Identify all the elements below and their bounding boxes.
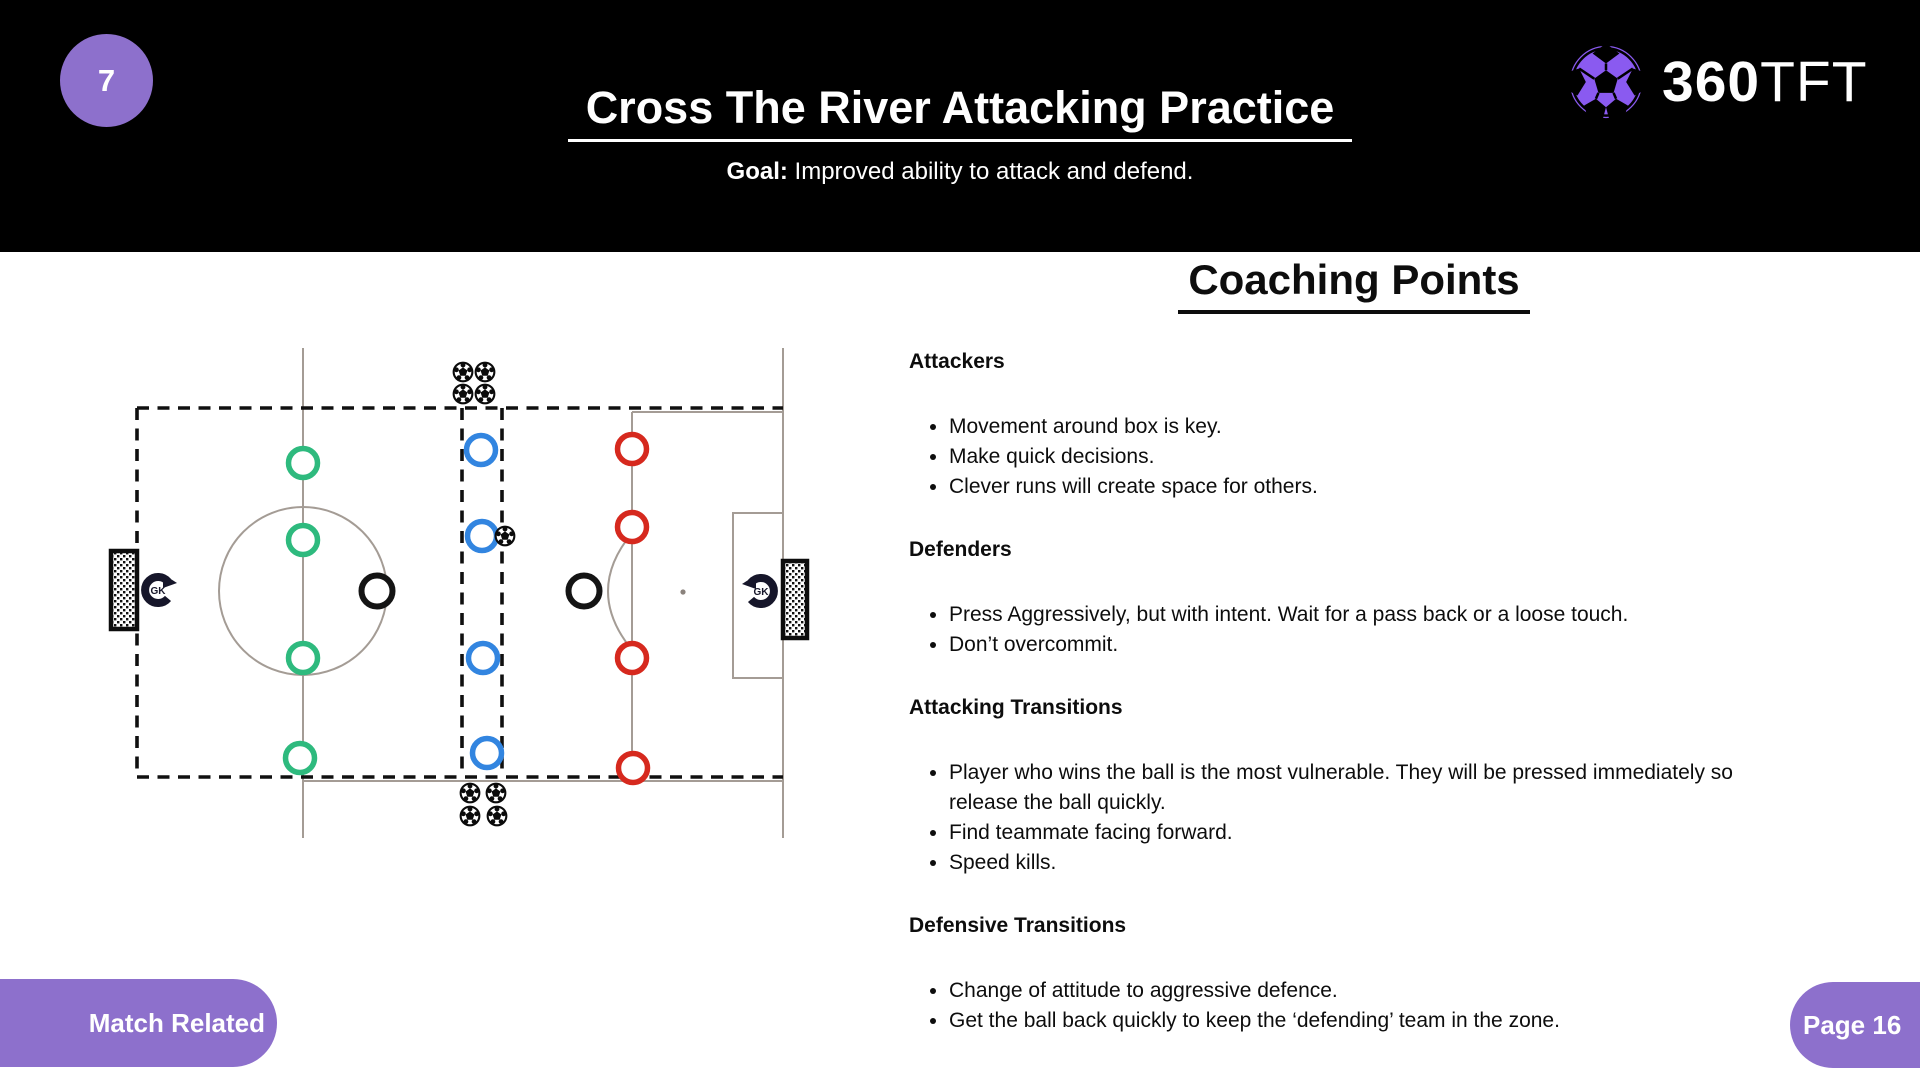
penalty-spot (680, 589, 685, 594)
goal-text: Improved ability to attack and defend. (787, 158, 1194, 185)
right-goalkeeper-icon (742, 575, 774, 604)
player-marker-red (619, 754, 648, 783)
coaching-sections (909, 350, 1799, 1036)
player-marker-black (362, 576, 393, 607)
soccer-ball-logo-icon (1564, 40, 1648, 124)
player-marker-blue (469, 644, 498, 673)
coaching-section (909, 914, 1799, 1036)
coaching-bullet: • Find teammate facing forward. (949, 818, 1799, 848)
session-number-badge: 7 (60, 34, 153, 127)
practice-area-dashed-lines (137, 408, 783, 777)
soccer-ball-icon (488, 807, 507, 826)
gk-label: GK (150, 586, 166, 597)
coaching-bullet: • Change of attitude to aggressive defence. (949, 976, 1799, 1006)
coaching-bullet: • Get the ball back quickly to keep the ‘defending’ team in the zone. (949, 1006, 1799, 1036)
soccer-ball-icon (476, 385, 495, 404)
coaching-bullet: • Clever runs will create space for others. (949, 472, 1799, 502)
brand-wordmark (1662, 40, 1868, 124)
player-marker-black (569, 576, 600, 607)
soccer-ball-icon (487, 784, 506, 803)
brand-logo (1564, 40, 1868, 124)
player-marker-green (289, 449, 318, 478)
coaching-section-heading: Defenders (909, 538, 1012, 561)
soccer-ball-icon (454, 363, 473, 382)
coaching-section-heading: Defensive Transitions (909, 914, 1127, 937)
player-marker-blue (473, 739, 502, 768)
coaching-bullet: • Press Aggressively, but with intent. Wait for a pass back or a loose touch. (949, 600, 1799, 630)
page-title: Cross The River Attacking Practice (0, 82, 1920, 142)
soccer-ball-icon (454, 385, 473, 404)
player-marker-green (289, 526, 318, 555)
coaching-bullet: • Don’t overcommit. (949, 630, 1799, 660)
player-marker-red (618, 435, 647, 464)
player-marker-red (618, 513, 647, 542)
player-marker-red (618, 644, 647, 673)
page-number-badge: Page 16 (1790, 982, 1920, 1068)
coaching-section (909, 350, 1799, 502)
coaching-bullet-list (909, 976, 1799, 1036)
player-marker-blue (468, 522, 497, 551)
coaching-bullet: • Player who wins the ball is the most vulnerable. They will be pressed immediately so release the ball quickly. (949, 758, 1799, 818)
player-marker-green (286, 744, 315, 773)
players-layer (286, 435, 648, 783)
gk-label: GK (753, 587, 769, 598)
session-goal (0, 158, 1920, 186)
coaching-section-heading: Attackers (909, 350, 1005, 373)
soccer-ball-icon (476, 363, 495, 382)
coaching-bullet: • Speed kills. (949, 848, 1799, 878)
soccer-ball-icon (496, 527, 515, 546)
brand-360: 360 (1662, 50, 1761, 114)
soccer-ball-icon (461, 784, 480, 803)
coaching-bullet-list (909, 412, 1799, 502)
left-goalkeeper-icon (145, 574, 177, 603)
coaching-bullet: • Make quick decisions. (949, 442, 1799, 472)
page-header (0, 0, 1920, 252)
player-marker-blue (467, 436, 496, 465)
coaching-points-panel (909, 256, 1799, 1072)
right-goal (783, 561, 807, 638)
goal-label: Goal: (726, 158, 788, 185)
category-badge: Match Related (0, 979, 277, 1067)
coaching-bullet-list (909, 758, 1799, 878)
coaching-section-heading: Attacking Transitions (909, 696, 1123, 719)
coaching-section (909, 538, 1799, 660)
practice-pitch-diagram (60, 300, 860, 880)
coaching-points-heading: Coaching Points (909, 256, 1799, 314)
left-goal (111, 551, 137, 629)
coaching-section (909, 696, 1799, 878)
soccer-ball-icon (461, 807, 480, 826)
penalty-arc (608, 533, 632, 650)
coaching-bullet-list (909, 600, 1799, 660)
coaching-bullet: • Movement around box is key. (949, 412, 1799, 442)
player-marker-green (289, 644, 318, 673)
brand-tft: TFT (1760, 50, 1868, 114)
